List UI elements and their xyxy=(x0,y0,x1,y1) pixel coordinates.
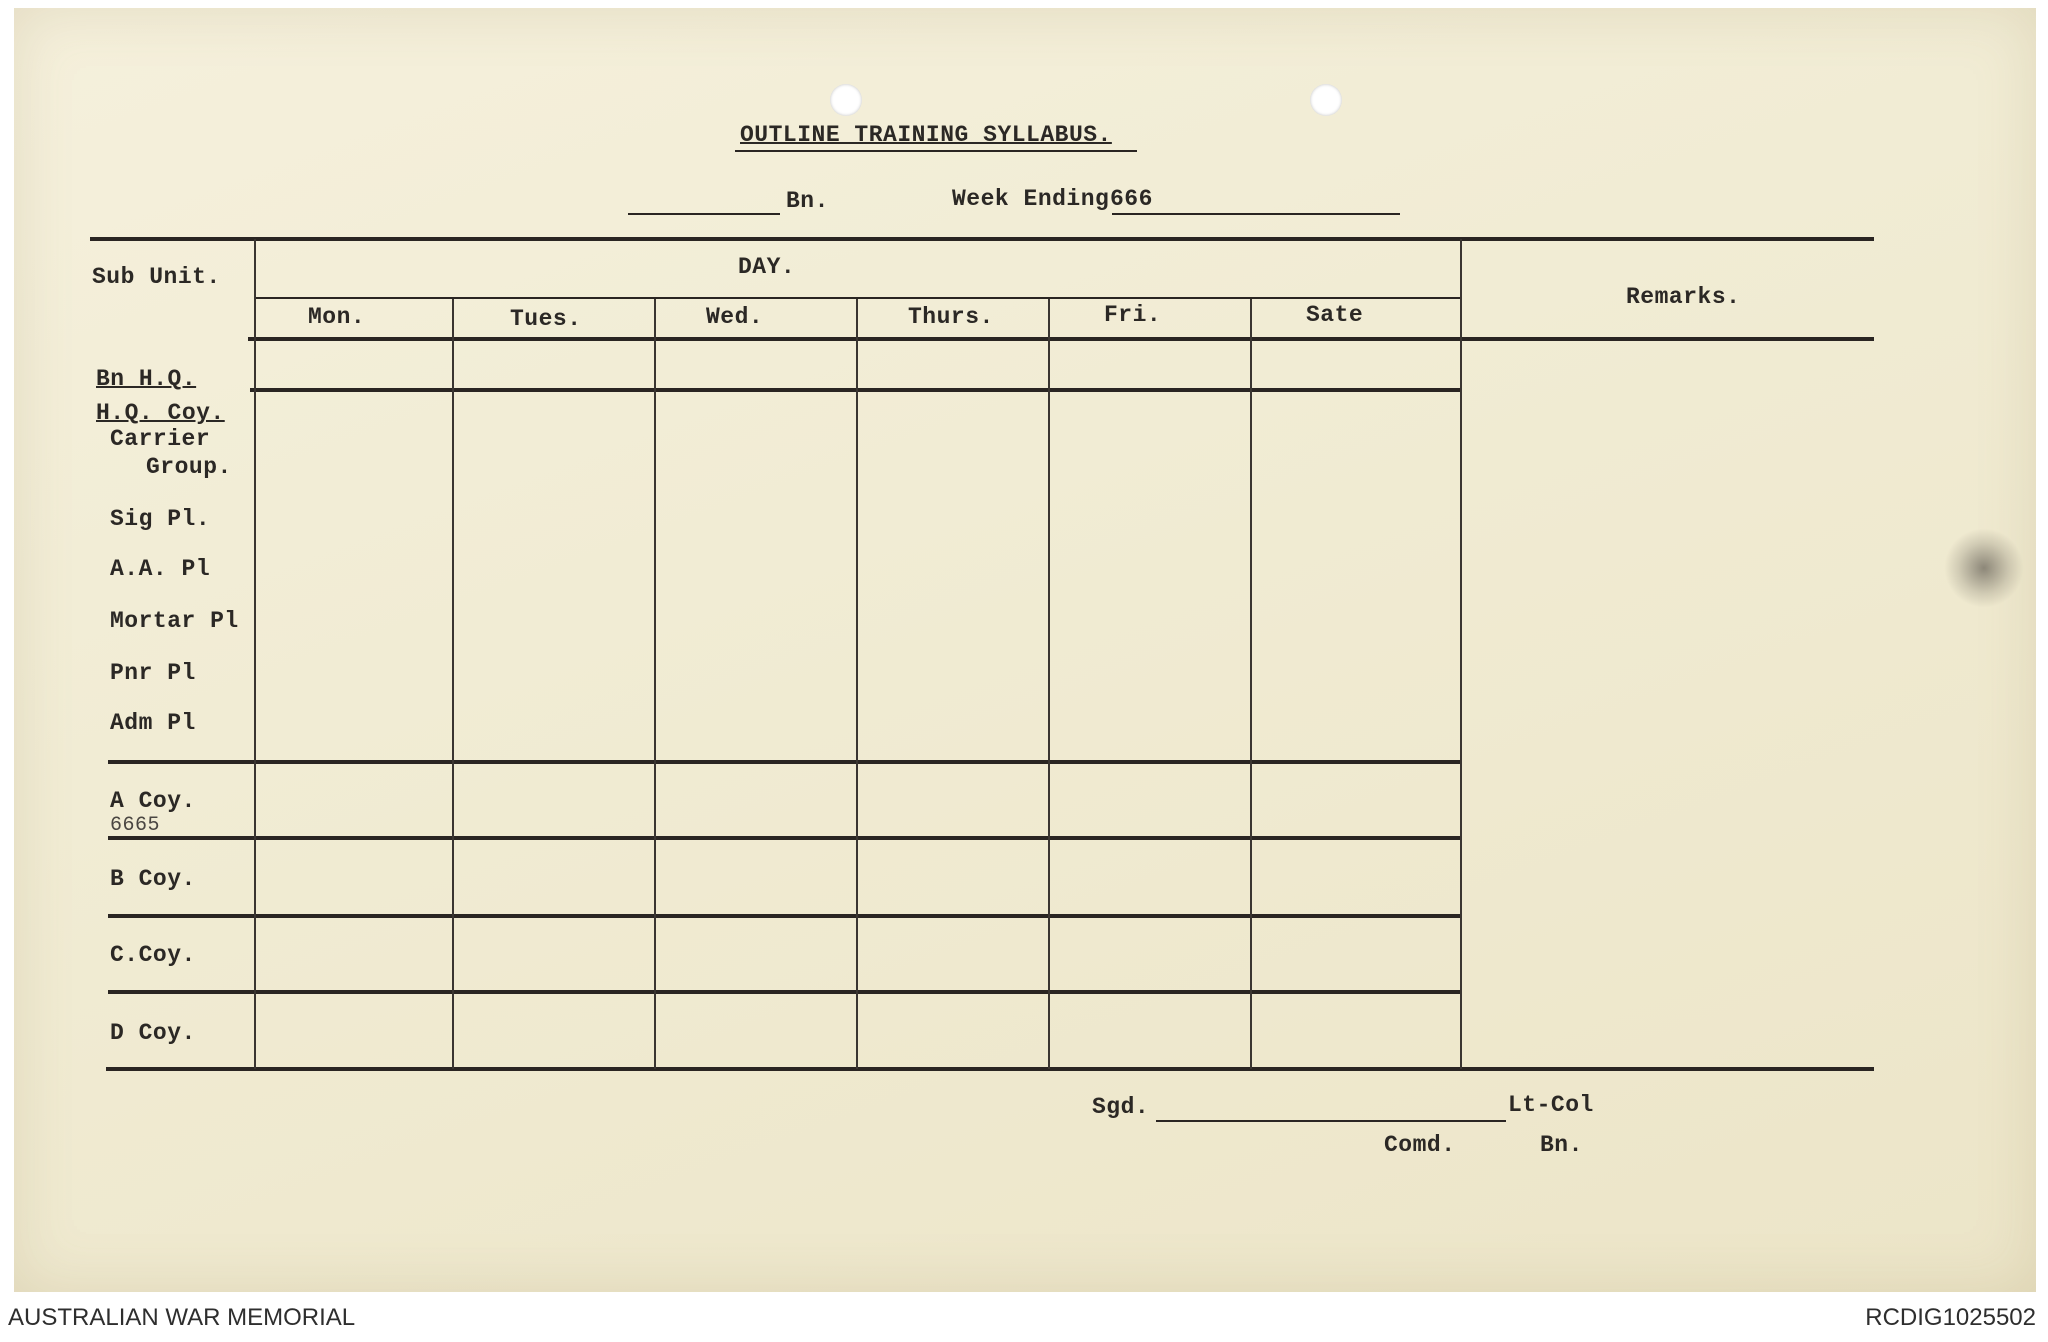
bn-blank-line xyxy=(628,213,780,215)
day-header: DAY. xyxy=(738,254,796,280)
sub-unit-aa-pl: A.A. Pl xyxy=(110,556,211,582)
archive-record-id: RCDIG1025502 xyxy=(1865,1304,2036,1331)
rule-after-b-coy xyxy=(108,914,1460,918)
signature-rank: Lt-Col xyxy=(1508,1092,1594,1118)
sub-unit-adm-pl: Adm Pl xyxy=(110,710,196,736)
bn-label: Bn. xyxy=(786,188,829,214)
col-line-wed xyxy=(856,299,858,1069)
sub-unit-mortar-pl: Mortar Pl xyxy=(110,608,239,634)
row-label-b-coy: B Coy. xyxy=(110,866,196,892)
sub-unit-pnr-pl: Pnr Pl xyxy=(110,660,196,686)
title-underline xyxy=(735,150,1137,152)
col-line-sub-unit xyxy=(254,239,256,1069)
col-line-days-end xyxy=(1460,239,1462,1069)
punch-hole-right xyxy=(1310,84,1342,116)
col-line-tues xyxy=(654,299,656,1069)
day-tues: Tues. xyxy=(510,306,582,332)
col-line-mon xyxy=(452,299,454,1069)
signature-line xyxy=(1156,1120,1506,1122)
row-note-a-coy: 6665 xyxy=(110,814,161,837)
row-label-c-coy: C.Coy. xyxy=(110,942,196,968)
col-line-thurs xyxy=(1048,299,1050,1069)
document-title: OUTLINE TRAINING SYLLABUS. xyxy=(740,122,1112,148)
day-wed: Wed. xyxy=(706,304,764,330)
signature-sgd-label: Sgd. xyxy=(1092,1094,1150,1120)
rule-after-a-coy xyxy=(108,836,1460,840)
sub-unit-carrier: Carrier xyxy=(110,426,211,452)
week-ending-label: Week Ending xyxy=(952,186,1110,212)
signature-bn-label: Bn. xyxy=(1540,1132,1583,1158)
day-thurs: Thurs. xyxy=(908,304,994,330)
sub-unit-header: Sub Unit. xyxy=(92,264,221,290)
row-label-hq-coy: H.Q. Coy. xyxy=(96,400,225,426)
row-label-a-coy: A Coy. xyxy=(110,788,196,814)
table-top-rule xyxy=(90,237,1874,241)
remarks-header: Remarks. xyxy=(1626,284,1741,310)
col-line-fri xyxy=(1250,299,1252,1069)
rule-after-c-coy xyxy=(108,990,1460,994)
ink-smudge xyxy=(1944,528,2024,608)
row-label-d-coy: D Coy. xyxy=(110,1020,196,1046)
day-mon: Mon. xyxy=(308,304,366,330)
rule-after-hq-coy xyxy=(108,760,1460,764)
row-label-bn-hq: Bn H.Q. xyxy=(96,366,197,392)
week-ending-blank-line xyxy=(1112,213,1400,215)
day-sat: Sate xyxy=(1306,302,1364,328)
archive-name: AUSTRALIAN WAR MEMORIAL xyxy=(8,1304,356,1331)
header-bottom-rule xyxy=(248,337,1874,341)
table-bottom-rule xyxy=(106,1067,1874,1071)
sub-unit-group: Group. xyxy=(146,454,232,480)
sub-unit-sig-pl: Sig Pl. xyxy=(110,506,211,532)
rule-after-bn-hq xyxy=(250,388,1460,392)
day-fri: Fri. xyxy=(1104,302,1162,328)
punch-hole-left xyxy=(830,84,862,116)
week-ending-value: 666 xyxy=(1110,186,1153,212)
signature-comd-label: Comd. xyxy=(1384,1132,1456,1158)
archive-footer xyxy=(0,1292,2048,1342)
